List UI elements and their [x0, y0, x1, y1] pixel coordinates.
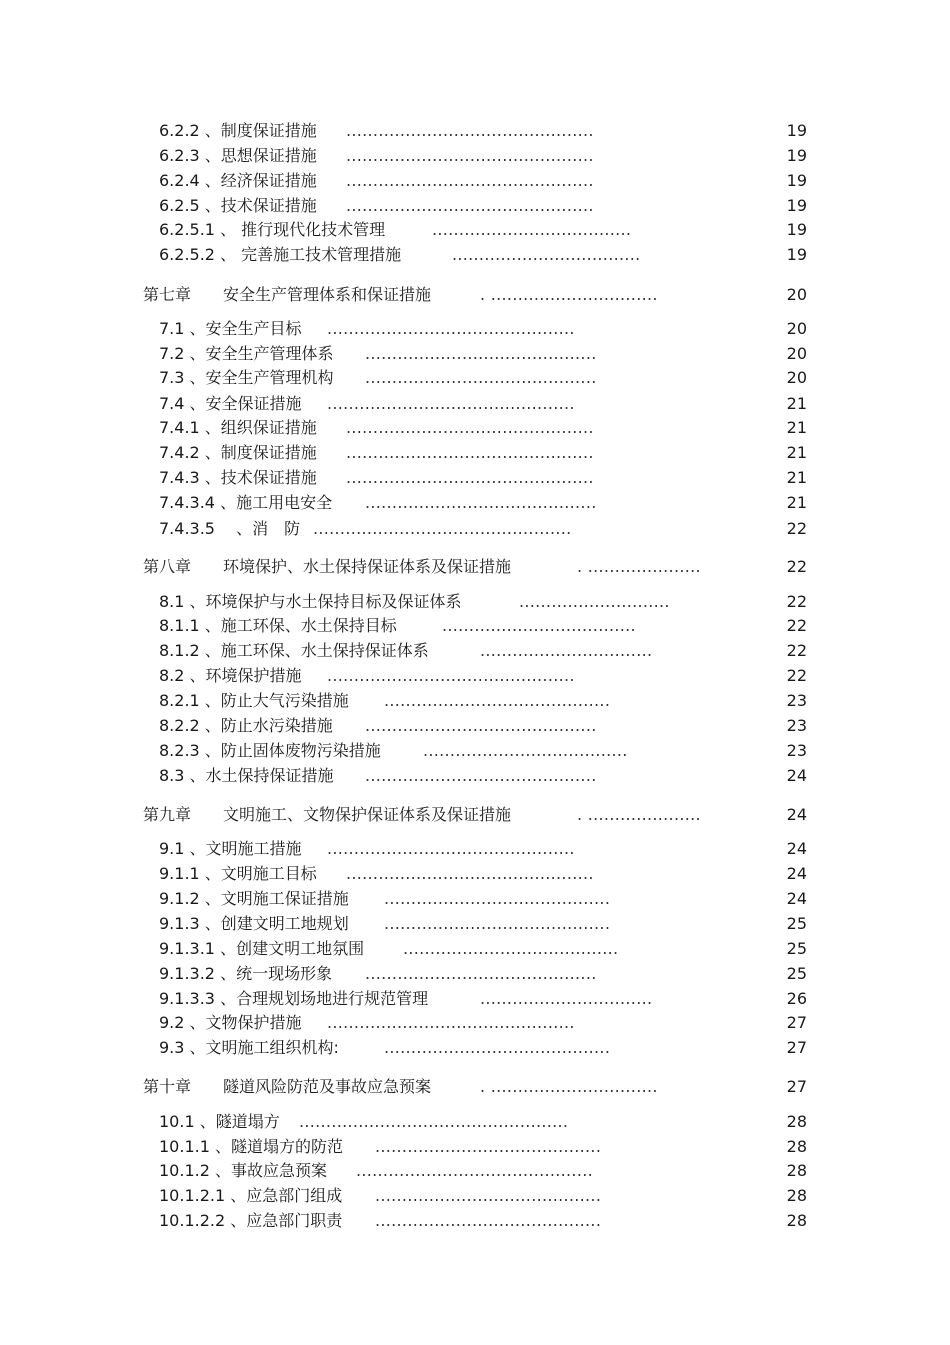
toc-page-number: 28	[786, 1161, 807, 1180]
toc-entry-title: 7.4.2 、制度保证措施	[159, 443, 317, 462]
toc-page-number: 25	[786, 964, 807, 983]
toc-dot-leader: ..........................................	[384, 1038, 611, 1057]
toc-dot-leader: .....................................	[432, 220, 632, 239]
toc-page-number: 19	[786, 220, 807, 239]
toc-entry-title: 10.1.2.2 、应急部门职责	[159, 1211, 343, 1230]
toc-dot-leader: . ...............................	[480, 285, 658, 304]
toc-dot-leader: ..............................................	[346, 443, 594, 462]
toc-entry-title: 7.4.3.4 、施工用电安全	[159, 493, 333, 512]
toc-entry-title: 9.1.3.1 、创建文明工地氛围	[159, 939, 365, 958]
toc-page-number: 20	[786, 344, 807, 363]
toc-page-number: 24	[786, 766, 807, 785]
toc-entry[interactable]	[0, 1036, 950, 1060]
toc-entry-title: 7.4.3 、技术保证措施	[159, 468, 317, 487]
toc-entry-title: 9.3 、文明施工组织机构:	[159, 1038, 339, 1057]
toc-entry[interactable]	[0, 590, 950, 614]
toc-dot-leader: ..............................................	[327, 1013, 575, 1032]
toc-entry[interactable]	[0, 887, 950, 911]
toc-entry[interactable]	[0, 119, 950, 143]
toc-entry-title: 7.3 、安全生产管理机构	[159, 368, 334, 387]
toc-entry-title: 第八章 环境保护、水土保持保证体系及保证措施	[143, 557, 512, 576]
toc-dot-leader: ................................................	[313, 519, 572, 538]
toc-entry-title: 9.1 、文明施工措施	[159, 839, 302, 858]
toc-dot-leader: ..........................................	[384, 889, 611, 908]
toc-page-number: 23	[786, 716, 807, 735]
toc-page-number: 25	[786, 939, 807, 958]
toc-dot-leader: ................................	[480, 989, 653, 1008]
toc-page-number: 27	[786, 1038, 807, 1057]
toc-page-number: 24	[786, 805, 807, 824]
toc-page-number: 28	[786, 1137, 807, 1156]
toc-page-number: 21	[786, 443, 807, 462]
toc-entry-title: 第七章 安全生产管理体系和保证措施	[143, 285, 432, 304]
toc-dot-leader: ..........................................	[375, 1186, 602, 1205]
toc-page-number: 20	[786, 285, 807, 304]
toc-dot-leader: ..............................................	[346, 864, 594, 883]
toc-entry[interactable]	[0, 664, 950, 688]
toc-page-number: 21	[786, 418, 807, 437]
toc-entry-title: 第九章 文明施工、文物保护保证体系及保证措施	[143, 805, 512, 824]
toc-entry[interactable]	[0, 366, 950, 390]
toc-page-number: 24	[786, 864, 807, 883]
toc-dot-leader: ..........................................	[375, 1137, 602, 1156]
toc-page-number: 28	[786, 1186, 807, 1205]
toc-entry[interactable]	[0, 218, 950, 242]
toc-entry[interactable]	[0, 1135, 950, 1159]
toc-entry[interactable]	[0, 912, 950, 936]
toc-entry[interactable]	[0, 962, 950, 986]
toc-dot-leader: ..............................................	[346, 418, 594, 437]
toc-dot-leader: ..........................................	[375, 1211, 602, 1230]
toc-dot-leader: ..............................................	[346, 121, 594, 140]
toc-entry-title: 7.4.1 、组织保证措施	[159, 418, 317, 437]
toc-dot-leader: ...................................	[452, 245, 641, 264]
toc-dot-leader: ...........................................	[365, 344, 597, 363]
toc-dot-leader: ..............................................	[346, 171, 594, 190]
toc-dot-leader: ..............................................	[327, 319, 575, 338]
toc-dot-leader: ...........................................	[365, 716, 597, 735]
toc-page-number: 19	[786, 196, 807, 215]
toc-page-number: 22	[786, 616, 807, 635]
toc-entry[interactable]	[0, 1159, 950, 1183]
toc-dot-leader: . .....................	[577, 805, 701, 824]
toc-entry[interactable]	[0, 937, 950, 961]
toc-dot-leader: ..............................................	[327, 394, 575, 413]
toc-entry-title: 8.2.2 、防止水污染措施	[159, 716, 333, 735]
toc-page-number: 28	[786, 1211, 807, 1230]
toc-page-number: 22	[786, 557, 807, 576]
toc-entry-title: 8.2.3 、防止固体废物污染措施	[159, 741, 381, 760]
toc-entry-title: 8.2.1 、防止大气污染措施	[159, 691, 349, 710]
toc-entry[interactable]	[0, 144, 950, 168]
toc-dot-leader: . ...............................	[480, 1077, 658, 1096]
toc-chapter-entry[interactable]	[0, 283, 950, 307]
toc-entry[interactable]	[0, 416, 950, 440]
toc-entry-title: 8.2 、环境保护措施	[159, 666, 302, 685]
toc-dot-leader: ..........................................	[384, 914, 611, 933]
toc-dot-leader: ......................................	[423, 741, 628, 760]
toc-page-number: 21	[786, 493, 807, 512]
toc-dot-leader: ...........................................	[365, 766, 597, 785]
toc-entry-title: 9.1.3.2 、统一现场形象	[159, 964, 333, 983]
toc-entry[interactable]	[0, 517, 950, 541]
toc-page-number: 20	[786, 368, 807, 387]
toc-page-number: 24	[786, 889, 807, 908]
toc-page-number: 20	[786, 319, 807, 338]
toc-page-number: 19	[786, 171, 807, 190]
toc-entry-title: 10.1.1 、隧道塌方的防范	[159, 1137, 343, 1156]
toc-chapter-entry[interactable]	[0, 803, 950, 827]
toc-entry[interactable]	[0, 342, 950, 366]
toc-entry[interactable]	[0, 169, 950, 193]
toc-entry-title: 8.1.2 、施工环保、水土保持保证体系	[159, 641, 429, 660]
toc-entry-title: 9.1.3.3 、合理规划场地进行规范管理	[159, 989, 429, 1008]
toc-dot-leader: ................................	[480, 641, 653, 660]
toc-page-number: 26	[786, 989, 807, 1008]
toc-page-number: 22	[786, 519, 807, 538]
toc-page-number: 27	[786, 1013, 807, 1032]
toc-entry[interactable]	[0, 639, 950, 663]
toc-dot-leader: ...........................................	[365, 368, 597, 387]
toc-page-number: 19	[786, 245, 807, 264]
toc-entry-title: 6.2.4 、经济保证措施	[159, 171, 317, 190]
toc-entry[interactable]	[0, 1209, 950, 1233]
toc-dot-leader: ............................	[519, 592, 670, 611]
toc-entry[interactable]	[0, 862, 950, 886]
toc-dot-leader: ........................................	[403, 939, 619, 958]
toc-entry-title: 9.1.3 、创建文明工地规划	[159, 914, 349, 933]
toc-entry[interactable]	[0, 689, 950, 713]
toc-entry-title: 9.1.2 、文明施工保证措施	[159, 889, 349, 908]
toc-chapter-entry[interactable]	[0, 555, 950, 579]
toc-dot-leader: ..............................................	[346, 146, 594, 165]
toc-entry-title: 10.1 、隧道塌方	[159, 1112, 280, 1131]
toc-page-number: 23	[786, 741, 807, 760]
toc-dot-leader: ..........................................	[384, 691, 611, 710]
toc-entry[interactable]	[0, 392, 950, 416]
toc-dot-leader: ..............................................	[346, 468, 594, 487]
toc-entry[interactable]	[0, 739, 950, 763]
toc-entry[interactable]	[0, 1184, 950, 1208]
toc-page-number: 22	[786, 592, 807, 611]
toc-entry-title: 6.2.3 、思想保证措施	[159, 146, 317, 165]
toc-entry-title: 8.3 、水土保持保证措施	[159, 766, 334, 785]
toc-entry-title: 6.2.5.1 、 推行现代化技术管理	[159, 220, 386, 239]
toc-dot-leader: ...........................................	[365, 493, 597, 512]
toc-chapter-entry[interactable]	[0, 1075, 950, 1099]
toc-entry-title: 10.1.2.1 、应急部门组成	[159, 1186, 343, 1205]
toc-entry[interactable]	[0, 614, 950, 638]
toc-entry[interactable]	[0, 837, 950, 861]
toc-dot-leader: ....................................	[442, 616, 636, 635]
toc-entry-title: 6.2.2 、制度保证措施	[159, 121, 317, 140]
toc-entry-title: 8.1 、环境保护与水土保持目标及保证体系	[159, 592, 462, 611]
toc-entry[interactable]	[0, 466, 950, 490]
toc-dot-leader: ..............................................	[346, 196, 594, 215]
toc-dot-leader: ..............................................	[327, 666, 575, 685]
toc-entry-title: 8.1.1 、施工环保、水土保持目标	[159, 616, 397, 635]
toc-entry[interactable]	[0, 491, 950, 515]
toc-page-number: 28	[786, 1112, 807, 1131]
toc-page-number: 25	[786, 914, 807, 933]
toc-entry[interactable]	[0, 243, 950, 267]
toc-page-number: 19	[786, 146, 807, 165]
toc-entry-title: 7.2 、安全生产管理体系	[159, 344, 334, 363]
toc-page-number: 19	[786, 121, 807, 140]
toc-dot-leader: ..............................................	[327, 839, 575, 858]
toc-entry-title: 9.2 、文物保护措施	[159, 1013, 302, 1032]
toc-entry[interactable]	[0, 714, 950, 738]
toc-entry[interactable]	[0, 764, 950, 788]
toc-entry[interactable]	[0, 1011, 950, 1035]
toc-page-number: 22	[786, 666, 807, 685]
toc-page-number: 21	[786, 394, 807, 413]
toc-dot-leader: ..................................................	[299, 1112, 569, 1131]
toc-entry-title: 9.1.1 、文明施工目标	[159, 864, 317, 883]
toc-entry-title: 7.4 、安全保证措施	[159, 394, 302, 413]
toc-entry[interactable]	[0, 441, 950, 465]
toc-entry[interactable]	[0, 987, 950, 1011]
toc-dot-leader: ............................................	[356, 1161, 593, 1180]
toc-dot-leader: ...........................................	[365, 964, 597, 983]
toc-entry-title: 6.2.5 、技术保证措施	[159, 196, 317, 215]
toc-page-number: 27	[786, 1077, 807, 1096]
toc-page-number: 21	[786, 468, 807, 487]
toc-entry-title: 10.1.2 、事故应急预案	[159, 1161, 327, 1180]
toc-entry[interactable]	[0, 317, 950, 341]
toc-entry[interactable]	[0, 1110, 950, 1134]
toc-entry-title: 7.1 、安全生产目标	[159, 319, 302, 338]
toc-entry-title: 第十章 隧道风险防范及事故应急预案	[143, 1077, 432, 1096]
toc-dot-leader: . .....................	[577, 557, 701, 576]
toc-entry-title: 7.4.3.5 、消 防	[159, 519, 301, 538]
toc-page-number: 23	[786, 691, 807, 710]
toc-entry-title: 6.2.5.2 、 完善施工技术管理措施	[159, 245, 402, 264]
toc-page-number: 22	[786, 641, 807, 660]
toc-page-number: 24	[786, 839, 807, 858]
toc-entry[interactable]	[0, 194, 950, 218]
